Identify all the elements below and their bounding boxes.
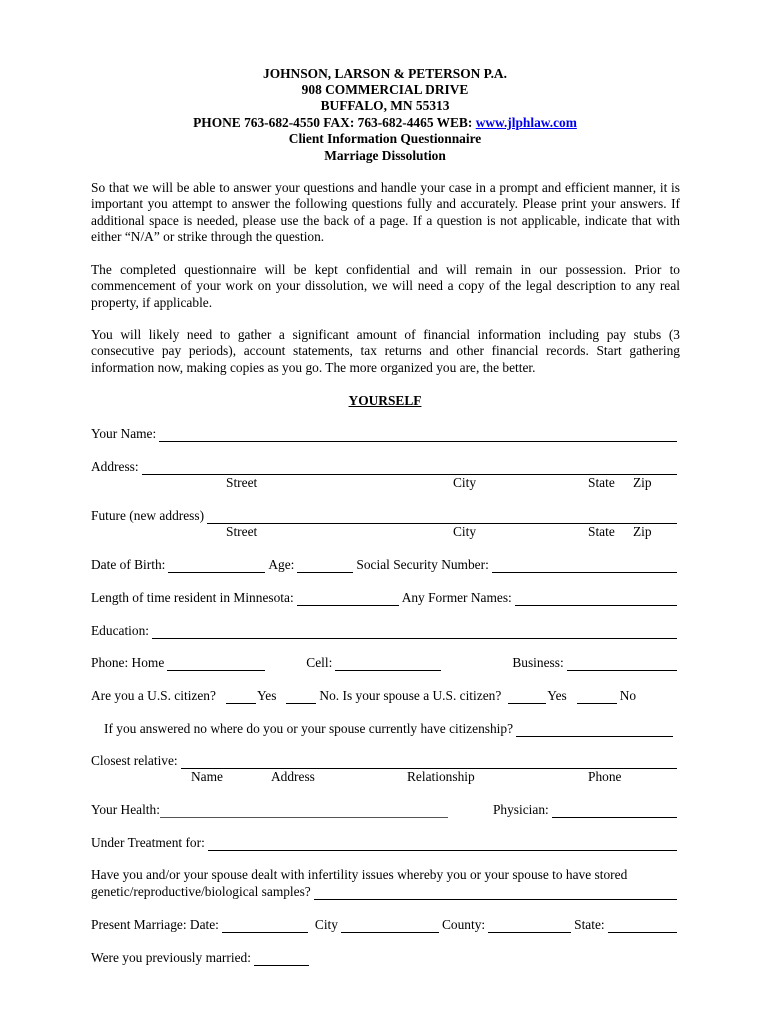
under-treatment-label: Under Treatment for: — [91, 835, 205, 850]
citizenship-where-row — [104, 720, 676, 737]
residency-label: Length of time resident in Minnesota: — [91, 590, 294, 605]
closest-relative-field[interactable] — [181, 757, 677, 769]
firm-city: BUFFALO, MN 55313 — [320, 98, 450, 113]
present-marriage-state-field[interactable] — [608, 921, 677, 933]
future-street-caption: Street — [226, 524, 258, 539]
business-label: Business: — [512, 655, 564, 670]
relative-address-caption: Address — [271, 769, 315, 784]
present-marriage-county-field[interactable] — [488, 921, 571, 933]
form-title: Client Information Questionnaire — [288, 131, 482, 146]
future-city-caption: City — [453, 524, 477, 539]
treatment-row — [91, 834, 680, 851]
present-marriage-city-field[interactable] — [341, 921, 439, 933]
present-marriage-state-label: State: — [574, 917, 605, 932]
health-row — [91, 801, 680, 818]
intro-paragraph-1: So that we will be able to answer your questions and handle your case in a prompt and efficient manner, it is important you attempt to answer the following questions fully and accurately. Please print your answers. If additional space is needed, please use the back of a page. If a question is not applicable, indicate that with either “N/A” or strike through the question. — [91, 180, 680, 245]
education-row — [91, 622, 680, 639]
firm-street: 908 COMMERCIAL DRIVE — [301, 82, 469, 97]
infertility-row — [91, 883, 680, 900]
spouse-citizen-question: No. Is your spouse a U.S. citizen? — [319, 688, 502, 703]
firm-contact — [0, 115, 770, 131]
citizenship-where-field[interactable] — [516, 725, 673, 737]
future-address-field[interactable] — [207, 512, 677, 524]
address-zip-caption: Zip — [633, 475, 652, 490]
intro-paragraph-2: The completed questionnaire will be kept confidential and will remain in our possession. Prior to commencement of your work on your dissolution, we will need a copy of the legal description to any real property, if applicable. — [91, 262, 680, 310]
website-link[interactable]: www.jlphlaw.com — [475, 115, 577, 130]
citizenship-row — [91, 687, 680, 704]
firm-name: JOHNSON, LARSON & PETERSON P.A. — [263, 66, 507, 81]
spouse-yes-field[interactable] — [508, 692, 546, 704]
business-field[interactable] — [567, 659, 677, 671]
physician-field[interactable] — [552, 806, 677, 818]
spouse-no-label: No — [619, 688, 637, 703]
phone-home-field[interactable] — [167, 659, 265, 671]
address-field[interactable] — [142, 463, 677, 475]
former-names-label: Any Former Names: — [401, 590, 512, 605]
dob-row — [91, 556, 680, 573]
intro-paragraph-3: You will likely need to gather a significant amount of financial information including pay stubs (3 consecutive pay periods), account statements, tax returns and other financial records. Start gathering information now, making copies as you go. The more organized you are, the better. — [91, 327, 680, 375]
residency-row — [91, 589, 680, 606]
your-name-label: Your Name: — [91, 426, 157, 441]
phone-row — [91, 654, 680, 671]
citizen-no-field[interactable] — [286, 692, 316, 704]
age-field[interactable] — [297, 561, 353, 573]
spouse-no-field[interactable] — [577, 692, 617, 704]
dob-field[interactable] — [168, 561, 265, 573]
closest-relative-label: Closest relative: — [91, 753, 178, 768]
infertility-label: genetic/reproductive/biological samples? — [91, 884, 311, 899]
dob-label: Date of Birth: — [91, 557, 166, 572]
phone-home-label: Phone: Home — [91, 655, 165, 670]
present-marriage-date-label: Present Marriage: Date: — [91, 917, 219, 932]
prev-married-row — [91, 949, 680, 966]
closest-relative-row — [91, 752, 680, 769]
address-state-caption: State — [588, 475, 615, 490]
present-marriage-row — [91, 916, 680, 933]
former-names-field[interactable] — [515, 594, 677, 606]
education-label: Education: — [91, 623, 150, 638]
future-state-caption: State — [588, 524, 615, 539]
address-street-caption: Street — [226, 475, 258, 490]
infertility-question: Have you and/or your spouse dealt with infertility issues whereby you or your spouse to have stored — [91, 867, 628, 882]
your-name-field[interactable] — [159, 430, 677, 442]
infertility-field[interactable] — [314, 888, 677, 900]
relative-name-caption: Name — [191, 769, 223, 784]
address-label: Address: — [91, 459, 139, 474]
physician-label: Physician: — [492, 802, 549, 817]
residency-field[interactable] — [297, 594, 399, 606]
section-title-yourself: YOURSELF — [348, 393, 422, 408]
citizenship-where-label: If you answered no where do you or your spouse currently have citizenship? — [104, 721, 514, 736]
your-health-field[interactable] — [160, 806, 448, 818]
ssn-label: Social Security Number: — [356, 557, 489, 572]
address-city-caption: City — [453, 475, 477, 490]
form-subtitle: Marriage Dissolution — [324, 148, 446, 163]
citizen-question: Are you a U.S. citizen? — [91, 688, 216, 703]
prev-married-field[interactable] — [254, 954, 309, 966]
present-marriage-city-label: City — [314, 917, 338, 932]
present-marriage-date-field[interactable] — [222, 921, 308, 933]
prev-married-label: Were you previously married: — [91, 950, 251, 965]
cell-label: Cell: — [306, 655, 333, 670]
spouse-yes-label: Yes — [547, 688, 567, 703]
relative-relationship-caption: Relationship — [407, 769, 475, 784]
your-name-row — [91, 425, 680, 442]
relative-phone-caption: Phone — [588, 769, 622, 784]
future-address-row — [91, 507, 680, 524]
citizen-yes-field[interactable] — [226, 692, 256, 704]
your-health-label: Your Health: — [91, 802, 160, 817]
future-address-label: Future (new address) — [91, 508, 205, 523]
age-label: Age: — [268, 557, 295, 572]
future-zip-caption: Zip — [633, 524, 652, 539]
present-marriage-county-label: County: — [441, 917, 486, 932]
contact-text: PHONE 763-682-4550 FAX: 763-682-4465 WEB: — [193, 115, 476, 130]
education-field[interactable] — [152, 627, 677, 639]
citizen-yes-label: Yes — [256, 688, 277, 703]
cell-field[interactable] — [335, 659, 441, 671]
ssn-field[interactable] — [492, 561, 677, 573]
address-row — [91, 458, 680, 475]
under-treatment-field[interactable] — [208, 839, 677, 851]
